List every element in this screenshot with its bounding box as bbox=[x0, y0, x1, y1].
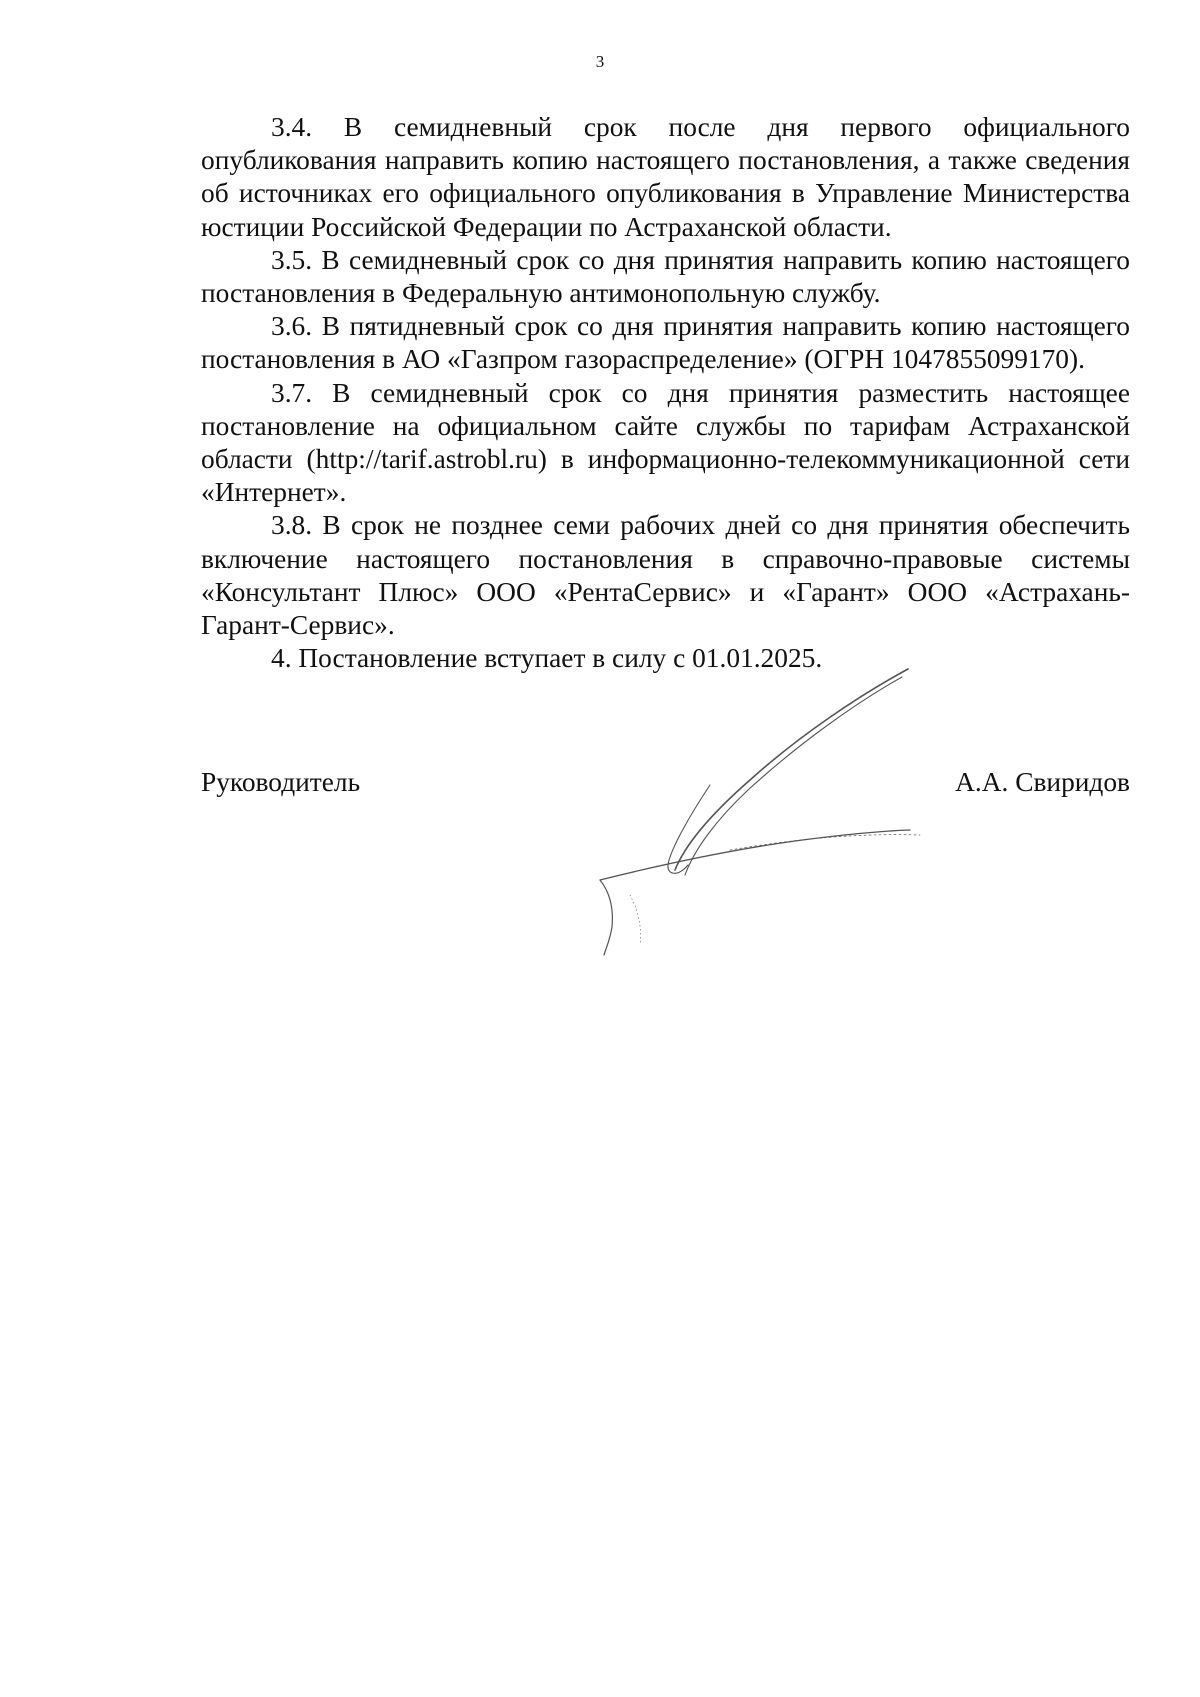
signature-stroke-main bbox=[675, 669, 908, 870]
paragraph-3-7: 3.7. В семидневный срок со дня принятия разместить настоящее постановление на официальном сайте службы по тарифам Астраханской области (http://tarif.astrobl.ru) в информационно-телекоммуникационной сети «Интернет». bbox=[201, 377, 1130, 508]
paragraph-4: 4. Постановление вступает в силу с 01.01.2025. bbox=[271, 643, 823, 674]
signatory-name: А.А. Свиридов bbox=[955, 767, 1130, 797]
handwritten-signature bbox=[590, 665, 930, 965]
paragraph-3-8: 3.8. В срок не позднее семи рабочих дней со дня принятия обеспечить включение настоящего постановления в справочно-правовые системы «Консультант Плюс» ООО «РентаСервис» и «Гарант» ООО «Астрахань-Гарант-Сервис». bbox=[201, 510, 1130, 641]
page-number: 3 bbox=[595, 52, 605, 71]
signature-stroke-cross bbox=[600, 830, 910, 880]
signature-stroke-hook bbox=[600, 880, 612, 955]
signature-stroke-trail bbox=[630, 895, 641, 945]
paragraph-3-6: 3.6. В пятидневный срок со дня принятия направить копию настоящего постановления в АО «Газпром газораспределение» (ОГРН 1047855099170). bbox=[201, 311, 1130, 375]
paragraph-3-5: 3.5. В семидневный срок со дня принятия направить копию настоящего постановления в Федеральную антимонопольную службу. bbox=[201, 244, 1130, 309]
document-body bbox=[201, 111, 1130, 675]
paragraph-3-4: 3.4. В семидневный срок после дня первого официального опубликования направить копию настоящего постановления, а также сведения об источниках его официального опубликования в Управление Министерства юстиции Российской Федерации по Астраханской области. bbox=[201, 112, 1130, 242]
signatory-title: Руководитель bbox=[201, 767, 361, 797]
signature-stroke-parallel bbox=[685, 677, 902, 875]
